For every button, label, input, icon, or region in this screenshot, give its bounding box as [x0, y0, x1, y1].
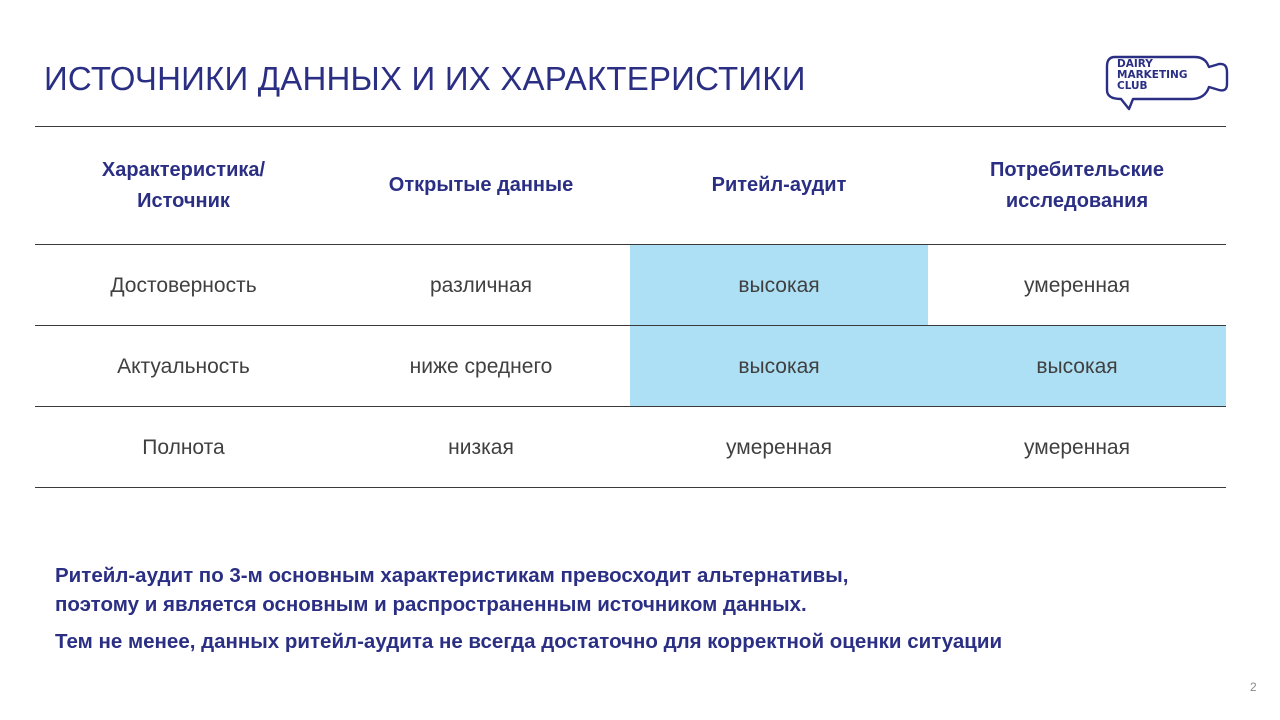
- row-label-relevance: Актуальность: [117, 354, 250, 378]
- row-label-completeness: Полнота: [142, 435, 225, 459]
- table-header-row: [35, 127, 1226, 245]
- header-retail-audit: Ритейл-аудит: [711, 174, 847, 196]
- header-consumer-research: [928, 127, 1226, 244]
- summary-line-3: Тем не менее, данных ритейл-аудита не всегда достаточно для корректной оценки ситуации: [55, 630, 1003, 653]
- row-label-reliability: Достоверность: [110, 273, 257, 297]
- data-sources-table: [35, 126, 1226, 488]
- logo-wordmark: [1117, 59, 1187, 92]
- cell-consumer-research-highlighted: высокая: [928, 326, 1226, 406]
- table-row: [35, 407, 1226, 488]
- header-source-line: Источник: [137, 189, 230, 212]
- cell-open-data: ниже среднего: [409, 354, 553, 378]
- logo-word-club: CLUB: [1117, 80, 1148, 92]
- table-row: [35, 245, 1226, 326]
- summary-text: [55, 561, 1255, 656]
- cell-retail-audit-highlighted: высокая: [630, 326, 928, 406]
- header-characteristic-line: Характеристика/: [101, 158, 266, 181]
- table-row: [35, 326, 1226, 407]
- dairy-marketing-club-logo: [1103, 54, 1229, 112]
- summary-line-1: Ритейл-аудит по 3-м основным характеристикам превосходит альтернативы,: [55, 564, 849, 587]
- cell-retail-audit: умеренная: [726, 435, 832, 459]
- logo-word-marketing: MARKETING: [1117, 69, 1188, 81]
- logo-word-dairy: DAIRY: [1117, 58, 1153, 70]
- header-consumer-line1: Потребительские: [989, 158, 1165, 181]
- cell-open-data: различная: [429, 273, 533, 297]
- cell-retail-audit-highlighted: высокая: [630, 245, 928, 325]
- header-characteristic-source: [35, 127, 332, 244]
- page-number: 2: [1250, 680, 1257, 694]
- header-consumer-line2: исследования: [1005, 189, 1149, 212]
- slide-title: ИСТОЧНИКИ ДАННЫХ И ИХ ХАРАКТЕРИСТИКИ: [44, 60, 806, 97]
- summary-line-2: поэтому и является основным и распространенным источником данных.: [55, 593, 807, 616]
- cell-consumer-research: умеренная: [1024, 435, 1130, 459]
- cell-open-data: низкая: [448, 435, 514, 459]
- cell-consumer-research: умеренная: [1024, 273, 1130, 297]
- header-open-data: Открытые данные: [388, 174, 574, 196]
